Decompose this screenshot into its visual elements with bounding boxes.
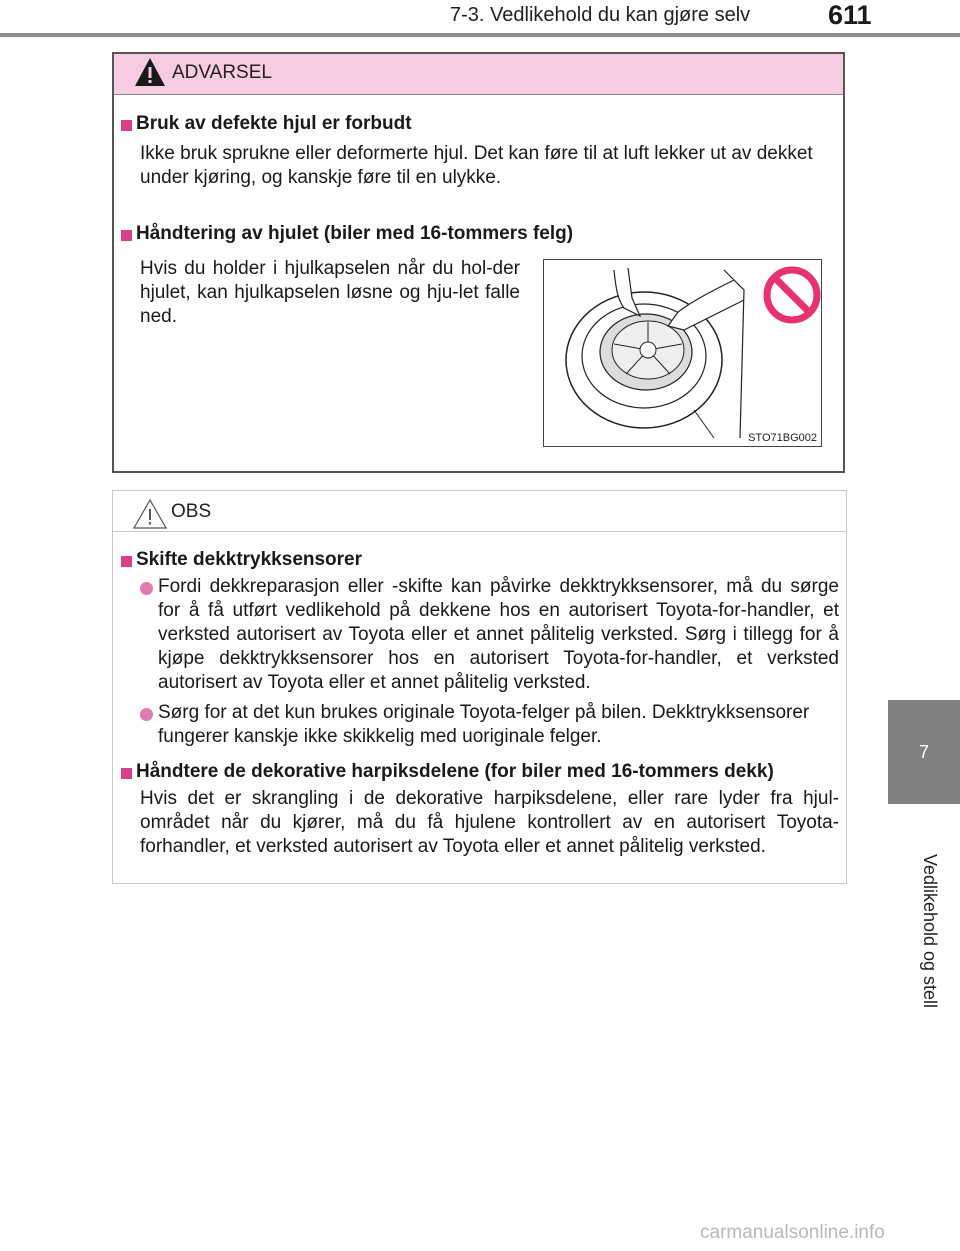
notice-bullet-2: Sørg for at det kun brukes originale Toyota-felger på bilen. Dekktrykksensorer fungerer kanskje ikke skikkelig med uoriginale felger. [158,702,810,747]
page-number: 611 [828,0,872,30]
section-title: 7-3. Vedlikehold du kan gjøre selv [450,4,751,26]
notice-heading-2: Håndtere de dekorative harpiksdelene (for biler med 16-tommers dekk) [136,761,774,782]
notice-box [112,490,847,884]
section-bullet-icon [121,230,132,241]
warning-title: ADVARSEL [172,62,272,83]
image-code: STO71BG002 [748,432,817,444]
warning-heading-2: Håndtering av hjulet (biler med 16-tommers felg) [136,223,574,244]
wheel-illustration [543,259,822,447]
watermark: carmanualsonline.info [700,1222,885,1243]
header-divider [0,33,960,37]
chapter-title: Vedlikehold og stell [920,853,940,1009]
warning-header [114,54,843,95]
notice-text-2: Hvis det er skrangling i de dekorative harpiksdelene, eller rare lyder fra hjul-området når du kjører, må du få hjulene kontrollert av en autorisert Toyota-forhandler, et verksted autorisert av Toyota eller et annet pålitelig verksted. [140,788,839,857]
warning-text-2: Hvis du holder i hjulkapselen når du hol-der hjulet, kan hjulkapselen løsne og hju-let falle ned. [140,258,520,327]
section-bullet-icon [121,768,132,779]
section-bullet-icon [121,120,132,131]
warning-text-1: Ikke bruk sprukne eller deformerte hjul. Det kan føre til at luft lekker ut av dekket under kjøring, og kanskje føre til en ulykke. [140,143,813,188]
notice-heading-1: Skifte dekktrykksensorer [136,549,363,570]
bullet-dot-icon [140,582,153,595]
warning-heading-1: Bruk av defekte hjul er forbudt [136,113,412,134]
warning-triangle-icon [134,57,166,87]
notice-header [113,491,846,532]
chapter-number: 7 [918,741,929,762]
bullet-dot-icon [140,708,153,721]
chapter-tab[interactable] [888,700,960,804]
section-bullet-icon [121,556,132,567]
caution-triangle-icon [133,499,167,529]
notice-title: OBS [171,501,212,522]
warning-box [112,52,845,473]
wheel-hands-illustration [544,260,821,446]
notice-bullet-1: Fordi dekkreparasjon eller -skifte kan påvirke dekktrykksensorer, må du sørge for å få utført vedlikehold på dekkene hos en autorisert Toyota-for-handler, et verksted autorisert av Toyota eller et annet pålitelig verksted. Sørg i tillegg for å kjøpe dekktrykksensorer hos en autorisert Toyota-for-handler, et verksted autorisert av Toyota eller et annet pålitelig verksted. [158,576,839,693]
